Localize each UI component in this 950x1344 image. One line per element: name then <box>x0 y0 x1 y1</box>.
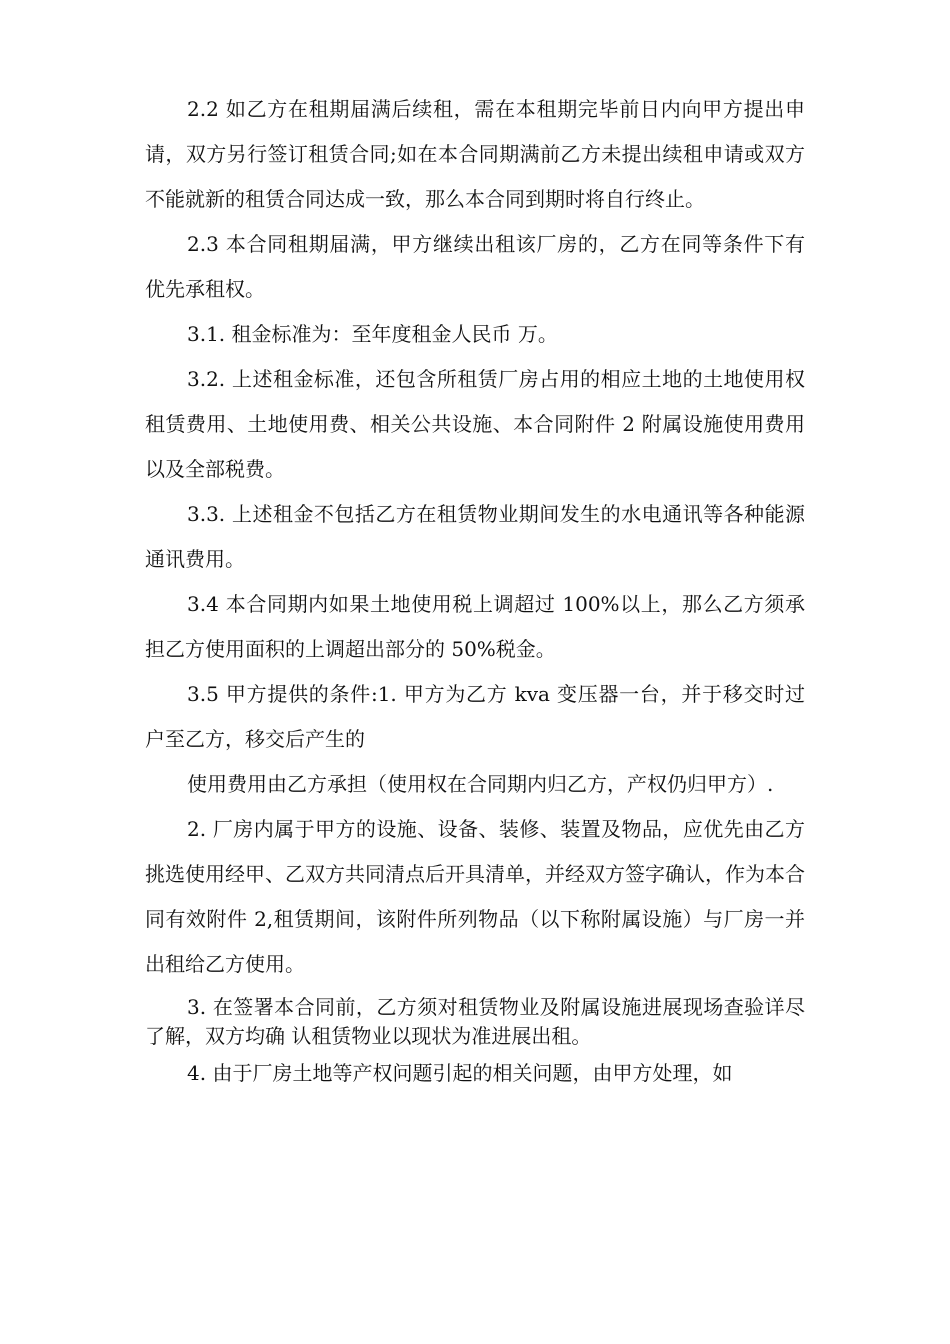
paragraph-2-3: 2.3 本合同租期届满，甲方继续出租该厂房的，乙方在同等条件下有优先承租权。 <box>145 232 805 301</box>
paragraph-3-5-continued: 使用费用由乙方承担（使用权在合同期内归乙方，产权仍归甲方）. <box>187 772 774 796</box>
paragraph-3-5: 3.5 甲方提供的条件:1. 甲方为乙方 kva 变压器一台，并于移交时过户至乙方，移交后产生的 <box>145 682 805 751</box>
paragraph-2-2: 2.2 如乙方在租期届满后续租，需在本租期完毕前日内向甲方提出申请，双方另行签订租赁合同;如在本合同期满前乙方未提出续租申请或双方不能就新的租赁合同达成一致，那么本合同到期时将自行终止。 <box>145 97 805 211</box>
document-body <box>145 87 805 1096</box>
paragraph-item-3: 3. 在签署本合同前，乙方须对租赁物业及附属设施进展现场查验详尽了解，双方均确 认租赁物业以现状为准进展出租。 <box>145 995 805 1048</box>
paragraph-3-4: 3.4 本合同期内如果土地使用税上调超过 100%以上，那么乙方须承担乙方使用面积的上调超出部分的 50%税金。 <box>145 592 805 661</box>
paragraph-item-2: 2. 厂房内属于甲方的设施、设备、装修、装置及物品，应优先由乙方挑选使用经甲、乙双方共同清点后开具清单，并经双方签字确认，作为本合同有效附件 2,租赁期间，该附件所列物品（以下称附属设施）与厂房一并出租给乙方使用。 <box>145 817 805 976</box>
paragraph-3-3: 3.3. 上述租金不包括乙方在租赁物业期间发生的水电通讯等各种能源通讯费用。 <box>145 502 805 571</box>
paragraph-3-1: 3.1. 租金标准为：至年度租金人民币 万。 <box>187 322 558 346</box>
paragraph-3-2: 3.2. 上述租金标准，还包含所租赁厂房占用的相应土地的土地使用权租赁费用、土地使用费、相关公共设施、本合同附件 2 附属设施使用费用以及全部税费。 <box>145 367 805 481</box>
paragraph-item-4: 4. 由于厂房土地等产权问题引起的相关问题，由甲方处理，如 <box>187 1061 733 1085</box>
